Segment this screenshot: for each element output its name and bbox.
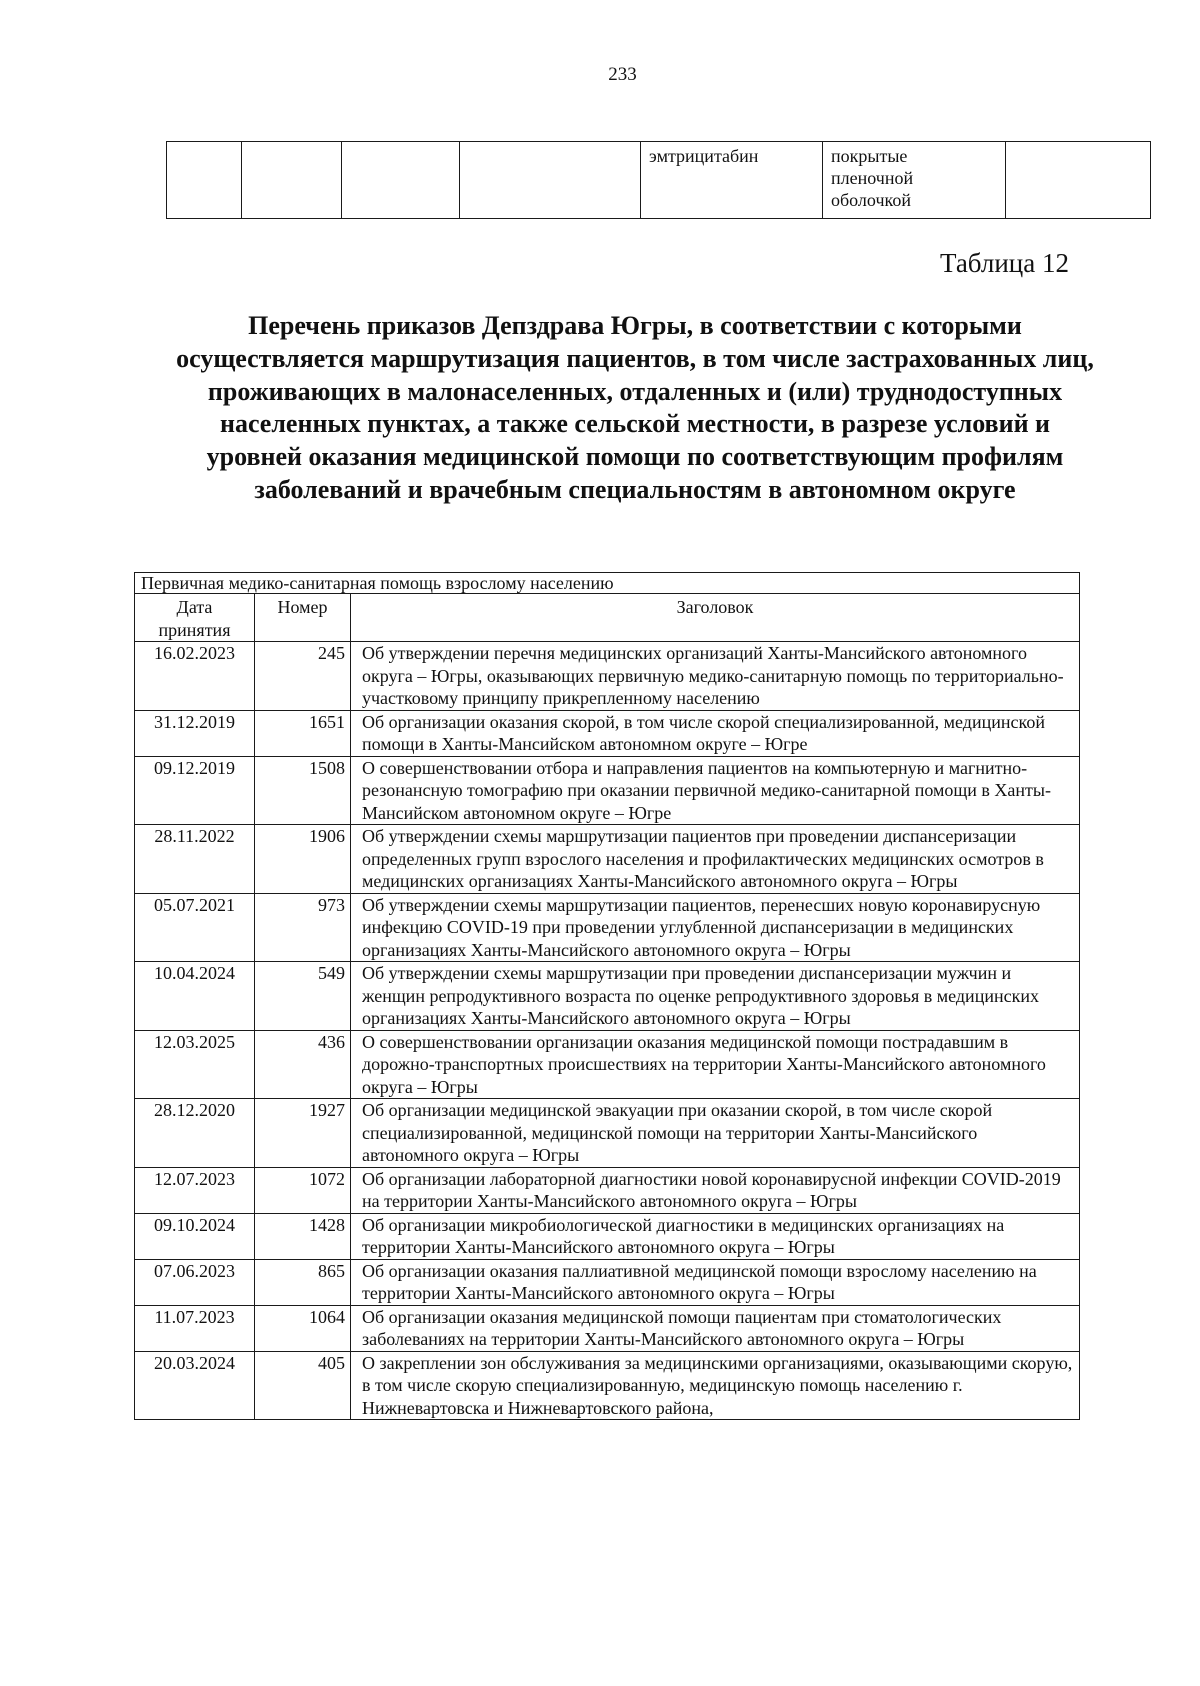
table-row xyxy=(135,893,1080,962)
table-row xyxy=(135,1305,1080,1351)
row-number: 1072 xyxy=(255,1167,351,1213)
row-title: О совершенствовании отбора и направления пациентов на компьютерную и магнитно-резонансную томографию при оказании первичной медико-санитарной помощи в Ханты-Мансийском автономном округе – Югре xyxy=(351,756,1080,825)
row-title: Об организации лабораторной диагностики новой коронавирусной инфекции COVID-2019 на территории Ханты-Мансийского автономного округа – Югры xyxy=(351,1167,1080,1213)
row-date: 12.07.2023 xyxy=(135,1167,255,1213)
prev-cell xyxy=(342,142,460,219)
orders-table xyxy=(134,572,1080,1420)
row-number: 549 xyxy=(255,962,351,1031)
prev-cell xyxy=(242,142,342,219)
row-number: 1927 xyxy=(255,1099,351,1168)
row-date: 28.11.2022 xyxy=(135,825,255,894)
section-title: Первичная медико-санитарная помощь взрослому населению xyxy=(135,573,1080,594)
table-row xyxy=(135,642,1080,711)
row-date: 31.12.2019 xyxy=(135,710,255,756)
table-row xyxy=(135,756,1080,825)
row-title: Об организации медицинской эвакуации при оказании скорой, в том числе скорой специализированной, медицинской помощи на территории Ханты-Мансийского автономного округа – Югры xyxy=(351,1099,1080,1168)
row-number: 865 xyxy=(255,1259,351,1305)
row-number: 1428 xyxy=(255,1213,351,1259)
row-title: Об организации оказания медицинской помощи пациентам при стоматологических заболеваниях на территории Ханты-Мансийского автономного округа – Югры xyxy=(351,1305,1080,1351)
row-number: 1906 xyxy=(255,825,351,894)
orders-table-body xyxy=(135,573,1080,1420)
section-row xyxy=(135,573,1080,594)
header-row xyxy=(135,594,1080,642)
prev-cell xyxy=(167,142,242,219)
table-row xyxy=(135,1259,1080,1305)
row-title: Об организации оказания паллиативной медицинской помощи взрослому населению на территории Ханты-Мансийского автономного округа – Югры xyxy=(351,1259,1080,1305)
row-number: 436 xyxy=(255,1030,351,1099)
row-number: 1651 xyxy=(255,710,351,756)
row-number: 1064 xyxy=(255,1305,351,1351)
table-row xyxy=(135,1030,1080,1099)
prev-cell xyxy=(460,142,641,219)
page-number: 233 xyxy=(608,64,637,85)
row-title: Об организации микробиологической диагностики в медицинских организациях на территории Ханты-Мансийского автономного округа – Югры xyxy=(351,1213,1080,1259)
row-date: 09.10.2024 xyxy=(135,1213,255,1259)
row-number: 245 xyxy=(255,642,351,711)
row-title: О совершенствовании организации оказания медицинской помощи пострадавшим в дорожно-транспортных происшествиях на территории Ханты-Мансийского автономного округа – Югры xyxy=(351,1030,1080,1099)
table-row xyxy=(135,825,1080,894)
row-title: Об утверждении схемы маршрутизации пациентов, перенесших новую коронавирусную инфекцию COVID-19 при проведении углубленной диспансеризации в медицинских организациях Ханты-Мансийского автономного округа – Югры xyxy=(351,893,1080,962)
table-row xyxy=(135,1213,1080,1259)
document-title: Перечень приказов Депздрава Югры, в соответствии с которыми осуществляется маршрутизация пациентов, в том числе застрахованных лиц, проживающих в малонаселенных, отдаленных и (или) труднодоступных населенных пунктах, а также сельской местности, в разрезе условий и уровней оказания медицинской помощи по соответствующим профилям заболеваний и врачебным специальностям в автономном округе xyxy=(176,311,1094,504)
previous-table-row xyxy=(167,142,1151,219)
prev-cell xyxy=(1006,142,1151,219)
row-date: 20.03.2024 xyxy=(135,1351,255,1420)
table-row xyxy=(135,1099,1080,1168)
header-date: Дата принятия xyxy=(135,594,255,642)
table-row xyxy=(135,1351,1080,1420)
row-number: 1508 xyxy=(255,756,351,825)
row-date: 07.06.2023 xyxy=(135,1259,255,1305)
row-title: Об утверждении перечня медицинских организаций Ханты-Мансийского автономного округа – Югры, оказывающих первичную медико-санитарную помощь по территориально-участковому принципу прикрепленному населению xyxy=(351,642,1080,711)
header-number: Номер xyxy=(255,594,351,642)
prev-cell-form: покрытые пленочной оболочкой xyxy=(823,142,1006,219)
row-date: 11.07.2023 xyxy=(135,1305,255,1351)
row-date: 09.12.2019 xyxy=(135,756,255,825)
row-title: Об утверждении схемы маршрутизации при проведении диспансеризации мужчин и женщин репродуктивного возраста по оценке репродуктивного здоровья в медицинских организациях Ханты-Мансийского автономного округа – Югры xyxy=(351,962,1080,1031)
row-number: 973 xyxy=(255,893,351,962)
row-date: 16.02.2023 xyxy=(135,642,255,711)
previous-table-fragment xyxy=(166,141,1151,219)
table-row xyxy=(135,962,1080,1031)
row-number: 405 xyxy=(255,1351,351,1420)
prev-cell-substance: эмтрицитабин xyxy=(641,142,823,219)
row-title: О закреплении зон обслуживания за медицинскими организациями, оказывающими скорую, в том числе скорую специализированную, медицинскую помощь населению г. Нижневартовска и Нижневартовского района, xyxy=(351,1351,1080,1420)
row-date: 05.07.2021 xyxy=(135,893,255,962)
row-date: 10.04.2024 xyxy=(135,962,255,1031)
row-title: Об утверждении схемы маршрутизации пациентов при проведении диспансеризации определенных групп взрослого населения и профилактических медицинских осмотров в медицинских организациях Ханты-Мансийского автономного округа – Югры xyxy=(351,825,1080,894)
table-label: Таблица 12 xyxy=(940,248,1069,278)
row-title: Об организации оказания скорой, в том числе скорой специализированной, медицинской помощи в Ханты-Мансийском автономном округе – Югре xyxy=(351,710,1080,756)
header-title: Заголовок xyxy=(351,594,1080,642)
row-date: 12.03.2025 xyxy=(135,1030,255,1099)
table-row xyxy=(135,1167,1080,1213)
row-date: 28.12.2020 xyxy=(135,1099,255,1168)
table-row xyxy=(135,710,1080,756)
